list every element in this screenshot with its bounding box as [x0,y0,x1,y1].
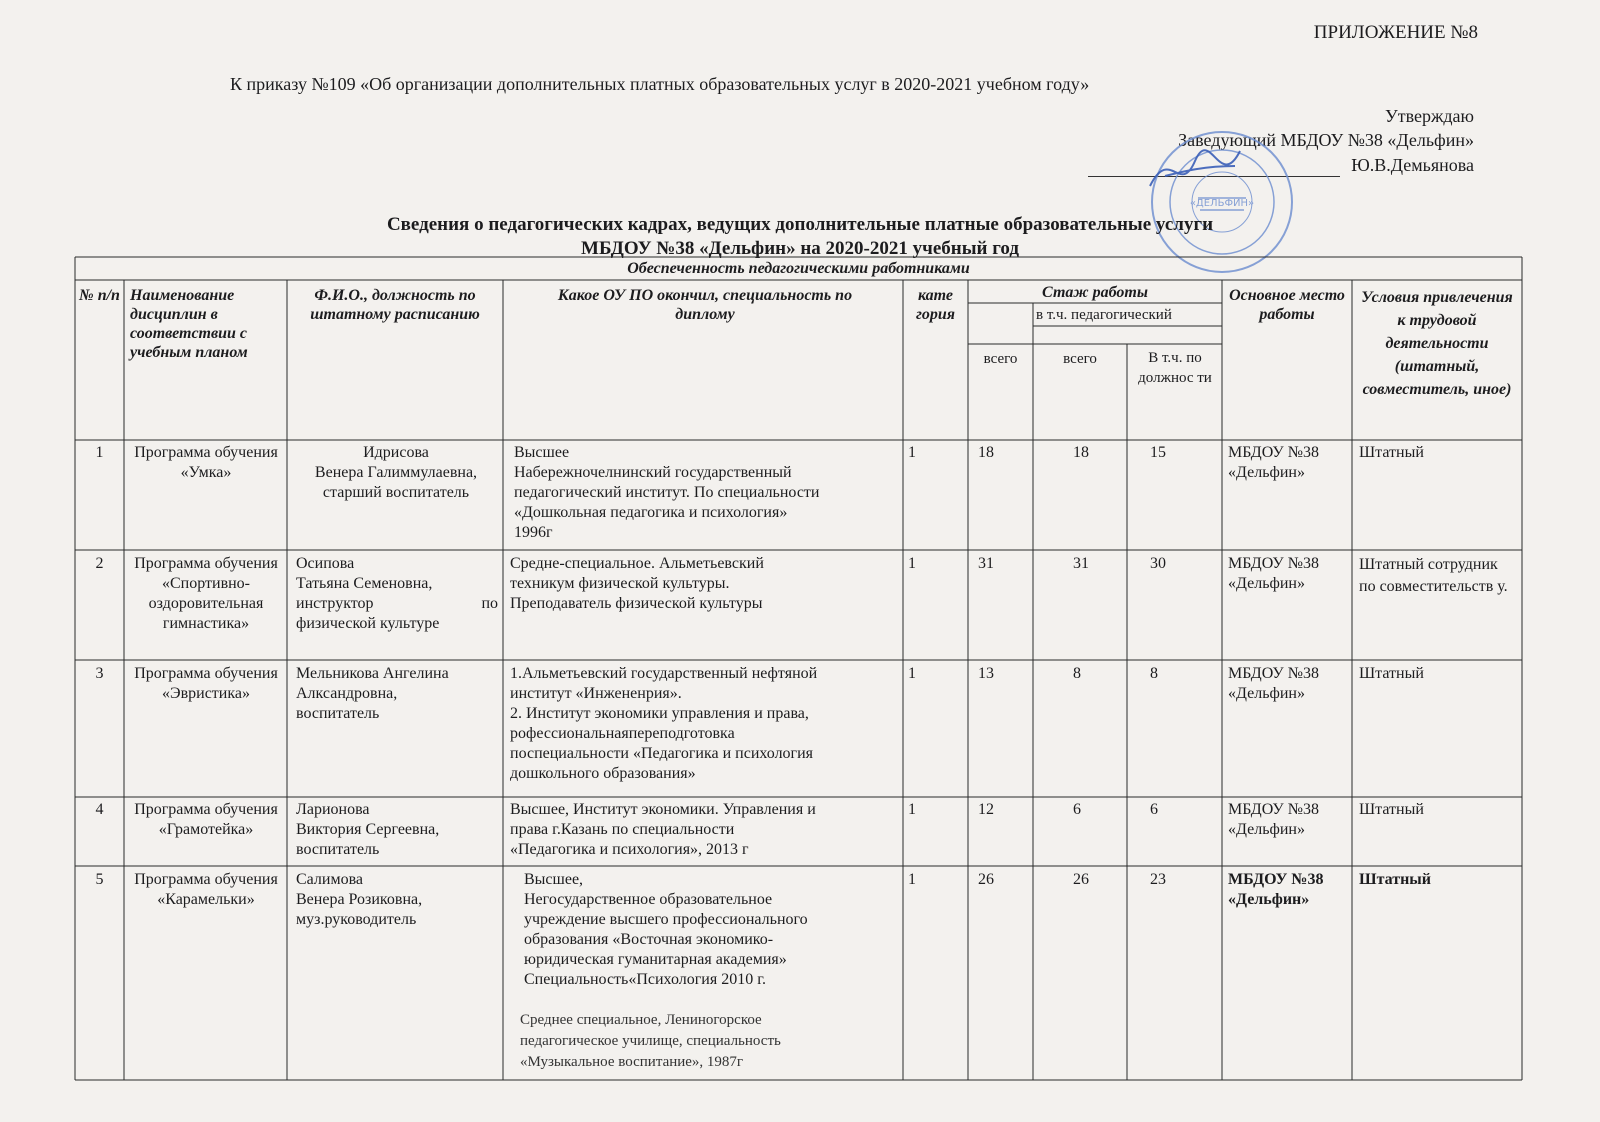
row2-place: МБДОУ №38 «Дельфин» [1228,555,1319,592]
header-main-place: Основное место работы [1229,287,1345,323]
table-row: 3 [95,665,104,682]
header-conditions: Условия привлечения к трудовой деятельности (штатный, совместитель, иное) [1361,289,1513,398]
row4-fio: Ларионова Виктория Сергеевна, воспитатель [296,801,440,858]
row3-category: 1 [908,665,916,682]
row2-education: Средне-специальное. Альметьевский техникум физической культуры. Преподаватель физической культуры [510,555,764,612]
row3-education: 1.Альметьевский государственный нефтяной институт «Инжененрия». 2. Институт экономики управления и права, рофессиональнаяпереподготовка поспециальности «Педагогика и психология дошкольного образования» [510,665,818,782]
header-category: кате гория [915,287,956,323]
row5-education: Высшее, Негосударственное образовательное учреждение высшего профессионального образования «Восточная экономико- юридическая гуманитарная академия» Специальность«Психология 2010 г. [524,871,808,988]
row2-discipline: Программа обучения «Спортивно-оздоровительная гимнастика» [134,555,278,632]
table-row: 1 [95,444,104,461]
row5-ped: 26 [1073,871,1089,888]
row3-fio: Мельникова Ангелина Алксандровна, воспитатель [296,665,449,722]
signature [1140,136,1250,206]
approval-line-2: Заведующий МБДОУ №38 «Дельфин» [1178,130,1474,150]
header-discipline: Наименование дисциплин в соответствии с учебным планом [130,287,248,361]
order-reference: К приказу №109 «Об организации дополнительных платных образовательных услуг в 2020-2021 учебном году» [230,74,1090,94]
row4-education: Высшее, Институт экономики. Управления и права г.Казань по специальности «Педагогика и психология», 2013 г [510,801,816,858]
row1-conditions: Штатный [1359,444,1424,461]
header-experience: Стаж работы [1042,284,1148,301]
row5-fio: Салимова Венера Розиковна, муз.руководитель [296,871,423,928]
row3-total: 13 [978,665,994,682]
row3-pos: 8 [1150,665,1158,682]
row1-category: 1 [908,444,916,461]
row1-discipline: Программа обучения «Умка» [134,444,278,481]
header-num: № п/п [79,287,120,304]
table-row: 5 [95,871,104,888]
row4-discipline: Программа обучения «Грамотейка» [134,801,278,838]
svg-text:«ДЕЛЬФИН»: «ДЕЛЬФИН» [1189,198,1255,209]
doc-title-line-1: Сведения о педагогических кадрах, ведущих дополнительные платные образовательные услуги [386,214,1214,235]
doc-title-line-2: МБДОУ №38 «Дельфин» на 2020-2021 учебный год [581,238,1019,259]
row5-education-secondary: Среднее специальное, Лениногорское педагогическое училище, специальность «Музыкальное воспитание», 1987г [520,1012,781,1070]
header-fio: Ф.И.О., должность по штатному расписанию [310,287,480,323]
row3-conditions: Штатный [1359,665,1424,682]
row1-fio: Идрисова Венера Галиммулаевна, старший воспитатель [314,444,478,501]
row1-total: 18 [978,444,994,461]
row5-pos: 23 [1150,871,1166,888]
table-row: 2 [95,555,104,572]
approval-line-3: Ю.В.Демьянова [1351,155,1474,175]
row1-education: Высшее Набережночелнинский государственный педагогический институт. По специальности «Дошкольная педагогика и психология» 1996г [514,444,820,541]
table-caption: Обеспеченность педагогическими работниками [627,260,970,277]
row1-ped: 18 [1073,444,1089,461]
row5-place: МБДОУ №38 «Дельфин» [1228,871,1324,908]
appendix-label: ПРИЛОЖЕНИЕ №8 [1313,22,1478,43]
approval-line-1: Утверждаю [1384,106,1474,126]
row3-discipline: Программа обучения «Эвристика» [134,665,278,702]
header-total: всего [983,351,1018,367]
row4-total: 12 [978,801,994,818]
row4-pos: 6 [1150,801,1158,818]
row2-fio: Осипова Татьяна Семеновна, инструктор по физической культуре [296,555,498,632]
row4-conditions: Штатный [1359,801,1424,818]
row5-conditions: Штатный [1359,871,1431,888]
row2-pos: 30 [1150,555,1166,572]
header-ped-total: всего [1063,351,1097,367]
row3-place: МБДОУ №38 «Дельфин» [1228,665,1319,702]
row2-category: 1 [908,555,916,572]
row5-discipline: Программа обучения «Карамельки» [134,871,278,908]
row1-place: МБДОУ №38 «Дельфин» [1228,444,1319,481]
row3-ped: 8 [1073,665,1081,682]
header-pedagogical: в т.ч. педагогический [1036,307,1172,323]
row2-total: 31 [978,555,994,572]
row4-ped: 6 [1073,801,1081,818]
row2-conditions: Штатный сотрудник по совместительств у. [1359,556,1508,595]
row2-ped: 31 [1073,555,1089,572]
row5-total: 26 [978,871,994,888]
row4-place: МБДОУ №38 «Дельфин» [1228,801,1319,838]
header-education: Какое ОУ ПО окончил, специальность по диплому [557,287,853,323]
row4-category: 1 [908,801,916,818]
row1-pos: 15 [1150,444,1166,461]
header-by-position: В т.ч. по должнос ти [1138,350,1212,386]
row5-category: 1 [908,871,916,888]
table-row: 4 [95,801,104,818]
